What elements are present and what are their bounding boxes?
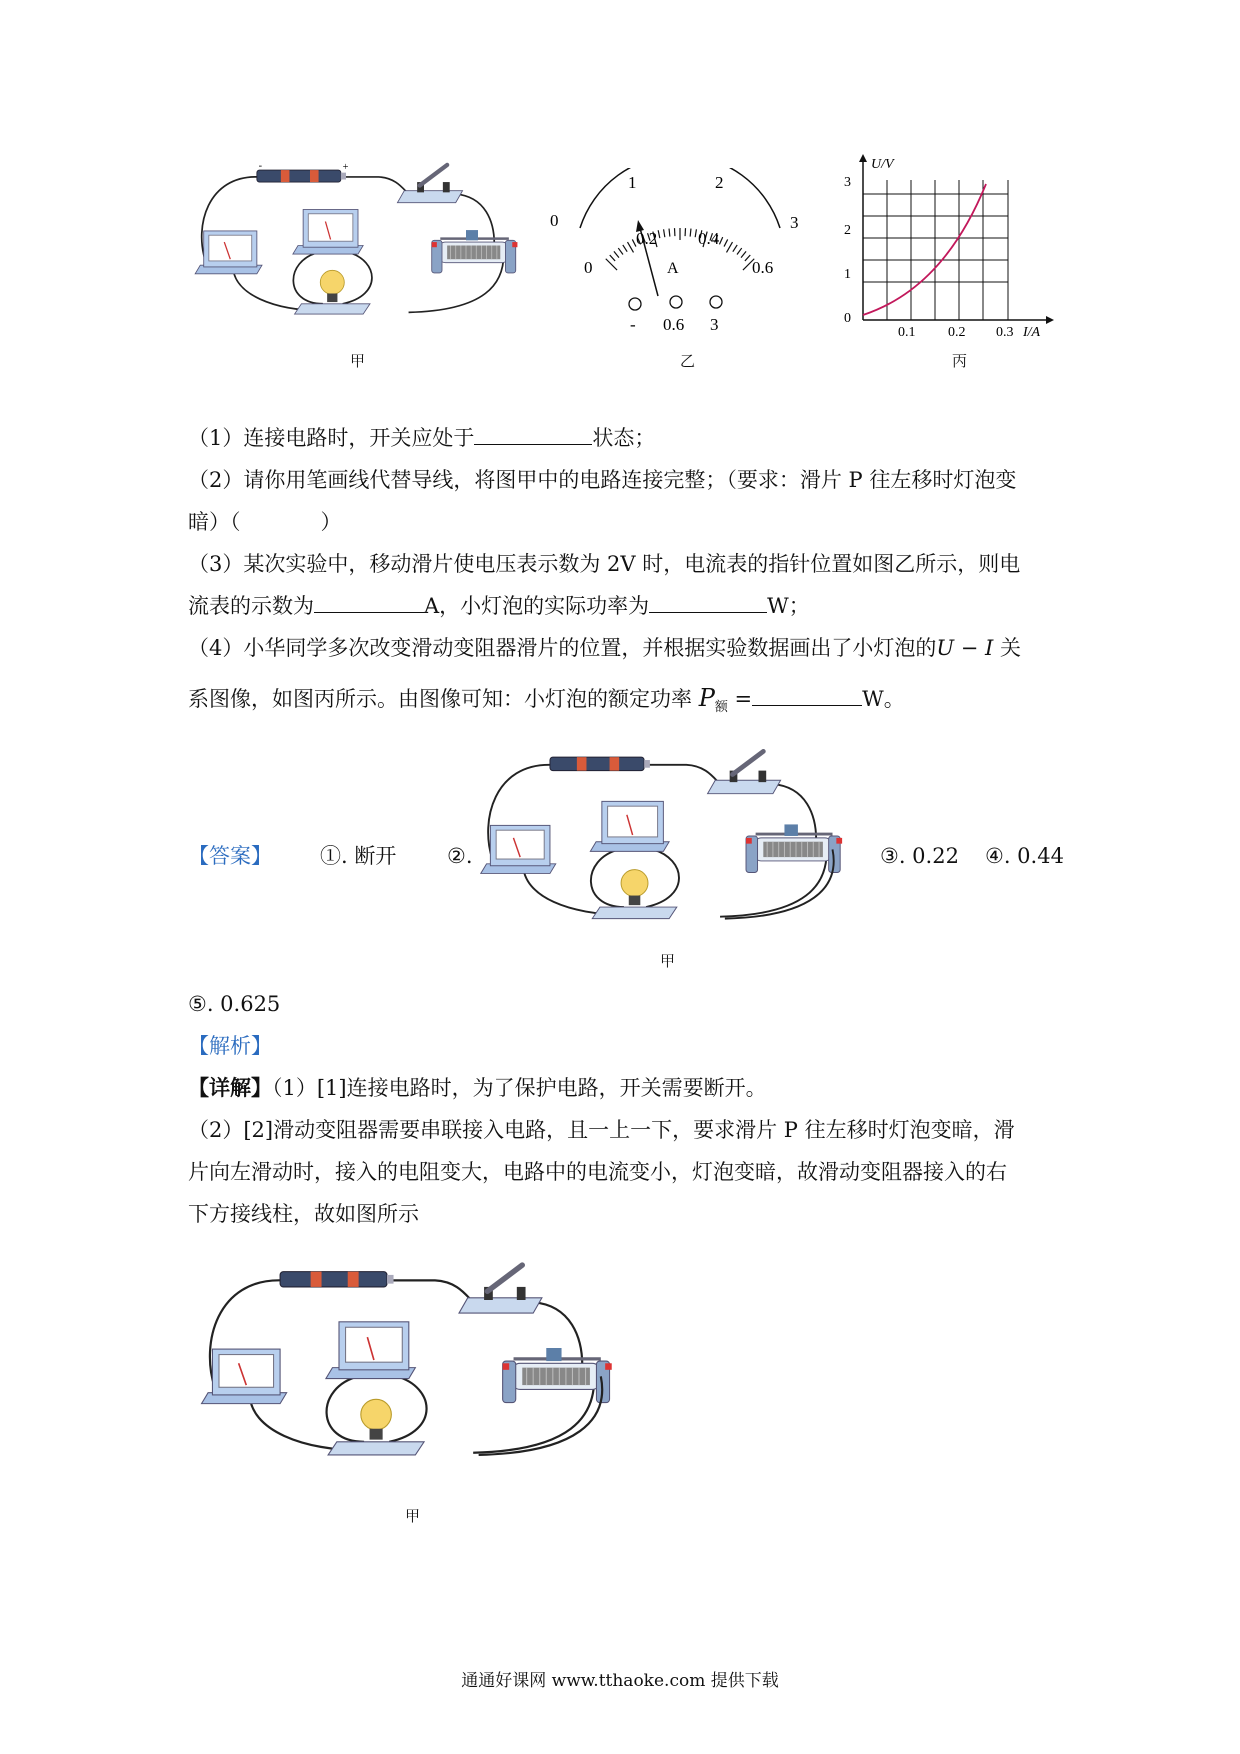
page-footer: 通通好课网 www.tthaoke.com 提供下载 — [461, 1671, 779, 1691]
answer-5: ⑤. 0.625 — [188, 992, 281, 1016]
caption-jia: 甲 — [350, 352, 366, 370]
answer-2: ②. — [447, 844, 473, 868]
terminal-06: 0.6 — [663, 315, 685, 334]
dial-tick — [737, 248, 742, 254]
question-4-line1: （4）小华同学多次改变滑动变阻器滑片的位置，并根据实验数据画出了小灯泡的U − I 关 — [188, 636, 1021, 660]
bottom-scale-04: 0.4 — [698, 229, 720, 248]
dial-tick — [610, 255, 615, 261]
analysis-p3: 片向左滑动时，接入的电阻变大，电路中的电流变小，灯泡变暗，故滑动变阻器接入的右 — [188, 1160, 1007, 1184]
figure-yi-ammeter — [550, 168, 810, 338]
question-1: （1）连接电路时，开关应处于 状态； — [188, 426, 656, 450]
analysis-circuit — [195, 1245, 615, 1475]
top-scale-3: 3 — [790, 213, 799, 232]
dial-tick — [690, 229, 691, 237]
dial-tick — [618, 248, 623, 254]
terminal-minus: - — [630, 315, 636, 334]
dial-tick — [695, 229, 696, 237]
battery-minus-label: - — [258, 160, 262, 172]
top-scale-2: 2 — [715, 173, 724, 192]
analysis-p2: （2）[2]滑动变阻器需要串联接入电路，且一上一下，要求滑片 P 往左移时灯泡变暗，滑 — [188, 1118, 1015, 1142]
dial-tick — [669, 229, 670, 237]
terminal-3: 3 — [710, 315, 719, 334]
blank-q4-power[interactable] — [752, 685, 862, 706]
blank-q1[interactable] — [474, 424, 592, 445]
ytick-2: 2 — [844, 223, 851, 238]
dial-tick — [724, 239, 728, 246]
dial-tick — [664, 229, 665, 237]
graph-xlabel: I/A — [1023, 325, 1041, 340]
caption-answer-jia: 甲 — [660, 952, 676, 970]
question-2-line1: （2）请你用笔画线代替导线，将图甲中的电路连接完整；（要求：滑片 P 往左移时灯泡变 — [188, 468, 1017, 492]
question-4-line2: 系图像，如图丙所示。由图像可知：小灯泡的额定功率 $P_额 = W$。 — [188, 684, 905, 716]
bottom-scale-06: 0.6 — [752, 258, 774, 277]
bottom-scale-0: 0 — [584, 258, 593, 277]
analysis-label: 【解析】 — [188, 1034, 272, 1058]
analysis-detail: 【详解】（1）[1]连接电路时，为了保护电路，开关需要断开。 — [188, 1075, 767, 1100]
figure-jia-circuit — [190, 152, 520, 327]
answer-1: ①. 断开 — [320, 844, 397, 868]
caption-bing: 丙 — [952, 352, 968, 370]
dial-tick — [628, 242, 634, 252]
answer-3: ③. 0.22 — [880, 844, 959, 868]
analysis-p4: 下方接线柱，故如图所示 — [188, 1202, 419, 1226]
dial-tick — [733, 245, 737, 252]
caption-yi: 乙 — [680, 352, 696, 370]
ytick-1: 1 — [844, 267, 851, 282]
xtick-03: 0.3 — [996, 325, 1014, 340]
answer-label: 【答案】 — [188, 844, 272, 868]
battery-plus-label: + — [342, 162, 349, 174]
caption-analysis-jia: 甲 — [405, 1507, 421, 1525]
ytick-3: 3 — [844, 175, 851, 190]
bottom-scale-02: 0.2 — [636, 229, 658, 248]
graph-ylabel: U/V — [871, 157, 894, 172]
xtick-02: 0.2 — [948, 325, 966, 340]
answer-4: ④. 0.44 — [985, 844, 1064, 868]
meter-unit: A — [667, 260, 679, 277]
dial-tick — [658, 230, 660, 238]
blank-q3-power[interactable] — [649, 592, 767, 613]
top-scale-1: 1 — [628, 173, 637, 192]
top-scale-0: 0 — [550, 211, 559, 230]
dial-tick — [741, 251, 746, 257]
dial-tick — [727, 242, 733, 252]
blank-q3-current[interactable] — [314, 592, 424, 613]
xtick-01: 0.1 — [898, 325, 916, 340]
dial-tick — [745, 255, 750, 261]
dial-tick — [623, 245, 627, 252]
dial-tick — [719, 237, 722, 244]
question-3-line2: 流表的示数为 A，小灯泡的实际功率为 W； — [188, 594, 810, 618]
answer-circuit — [475, 740, 845, 930]
figure-bing-graph — [838, 150, 1063, 340]
question-2-line2: 暗）（ ） — [188, 510, 342, 534]
question-3-line1: （3）某次实验中，移动滑片使电压表示数为 2V 时，电流表的指针位置如图乙所示，则电 — [188, 552, 1021, 576]
ytick-0: 0 — [844, 311, 851, 326]
dial-tick — [614, 251, 619, 257]
